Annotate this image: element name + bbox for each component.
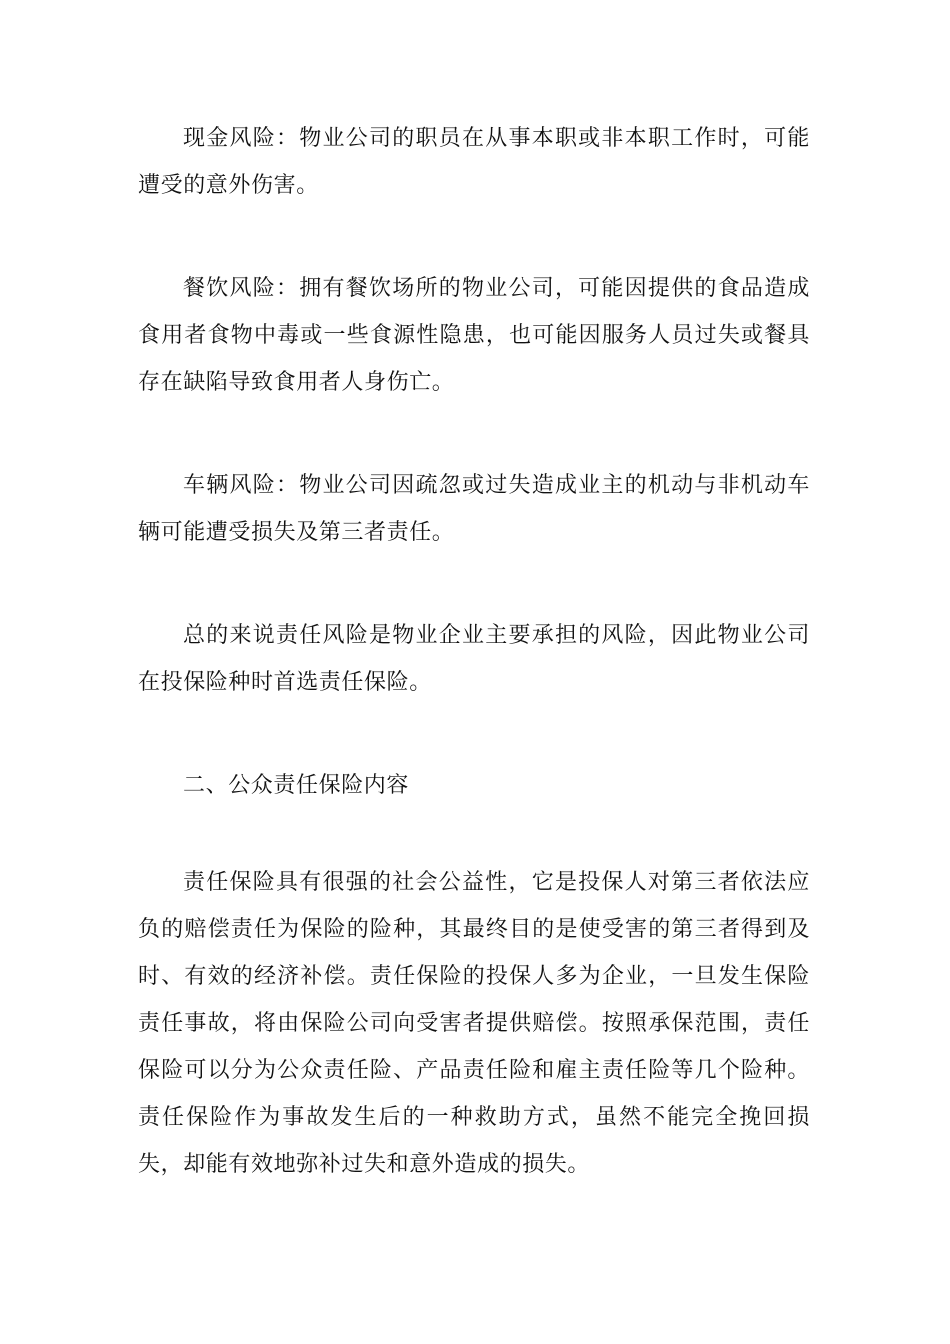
paragraph-catering-risk: 餐饮风险：拥有餐饮场所的物业公司，可能因提供的食品造成食用者食物中毒或一些食源性隐患，也可能因服务人员过失或餐具存在缺陷导致食用者人身伤亡。 [138,276,810,395]
section-heading: 二、公众责任保险内容 [183,773,410,798]
paragraph-summary: 总的来说责任风险是物业企业主要承担的风险，因此物业公司在投保险种时首选责任保险。 [138,623,810,695]
paragraph-liability-insurance: 责任保险具有很强的社会公益性，它是投保人对第三者依法应负的赔偿责任为保险的险种，其最终目的是使受害的第三者得到及时、有效的经济补偿。责任保险的投保人多为企业，一旦发生保险责任事故，将由保险公司向受害者提供赔偿。按照承保范围，责任保险可以分为公众责任险、产品责任险和雇主责任险等几个险种。责任保险作为事故发生后的一种救助方式，虽然不能完全挽回损失，却能有效地弥补过失和意外造成的损失。 [138,870,810,1177]
paragraph-cash-risk: 现金风险：物业公司的职员在从事本职或非本职工作时，可能遭受的意外伤害。 [138,126,810,198]
paragraph-vehicle-risk: 车辆风险：物业公司因疏忽或过失造成业主的机动与非机动车辆可能遭受损失及第三者责任。 [138,473,810,545]
